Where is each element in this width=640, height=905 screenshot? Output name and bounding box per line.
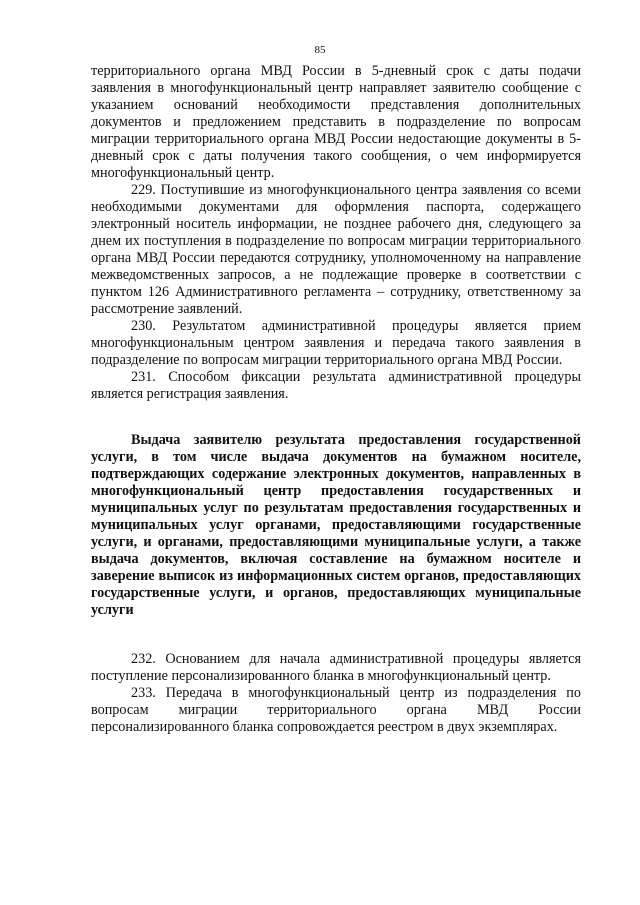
paragraph-233: 233. Передача в многофункциональный центр из подразделения по вопросам миграции территориального органа МВД России персонализированного бланка сопровождается реестром в двух экземплярах. [91,685,581,735]
paragraph-continuation: территориального органа МВД России в 5-дневный срок с даты подачи заявления в многофункциональный центр направляет заявителю сообщение с указанием оснований необходимости представления дополнительных документов и предложением представить в подразделение по вопросам миграции территориального органа МВД России недостающие документы в 5-дневный срок с даты получения такого сообщения, о чем информируется многофункциональный центр. [91,63,581,181]
paragraph-230: 230. Результатом административной процедуры является прием многофункциональным центром заявления и передача такого заявления в подразделение по вопросам миграции территориального органа МВД России. [91,318,581,368]
section-heading: Выдача заявителю результата предоставления государственной услуги, в том числе выдача документов на бумажном носителе, подтверждающих содержание электронных документов, направленных в многофункциональный центр предоставления государственных и муниципальных услуг по результатам предоставления государственных и муниципальных услуг органами, предоставляющими государственные услуги, и органами, предоставляющими муниципальные услуги, а также выдача документов, включая составление на бумажном носителе и заверение выписок из информационных систем органов, предоставляющих государственные услуги, и органов, предоставляющих муниципальные услуги [91,432,581,618]
page-number: 85 [314,44,326,56]
document-body [91,63,581,736]
paragraph-229: 229. Поступившие из многофункционального центра заявления со всеми необходимыми документами для оформления паспорта, содержащего электронный носитель информации, не позднее рабочего дня, следующего за днем их поступления в подразделение по вопросам миграции территориального органа МВД России передаются сотруднику, уполномоченному на направление межведомственных запросов, а не подлежащие проверке в соответствии с пунктом 126 Административного регламента – сотруднику, ответственному за рассмотрение заявлений. [91,182,581,317]
paragraph-232: 232. Основанием для начала административной процедуры является поступление персонализированного бланка в многофункциональный центр. [91,651,581,684]
paragraph-231: 231. Способом фиксации результата административной процедуры является регистрация заявления. [91,369,581,402]
